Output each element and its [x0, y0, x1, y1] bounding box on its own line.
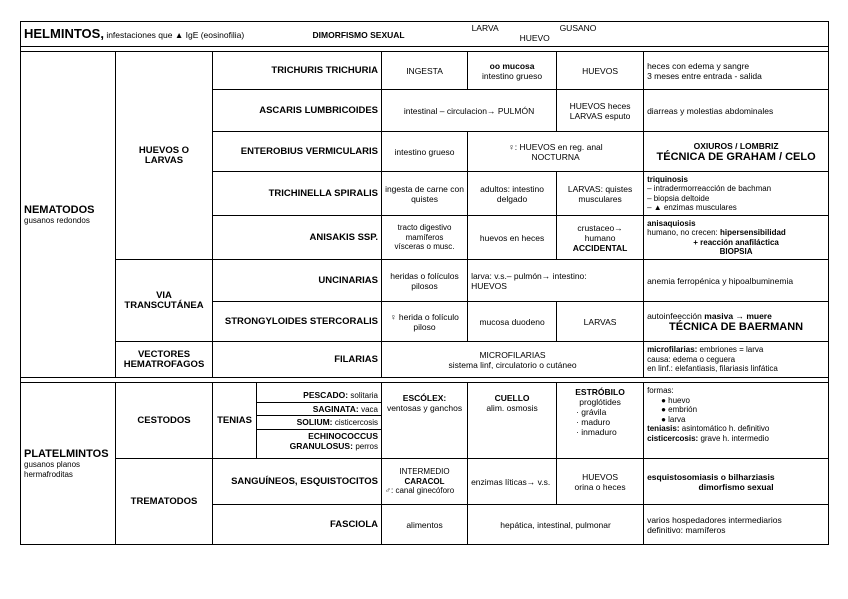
- filarias-c4a: microfilarias:: [647, 345, 698, 355]
- group-cestodos: CESTODOS: [116, 383, 213, 459]
- tenias-c4f: asintomático h. definitivo: [681, 424, 770, 433]
- trichinella-c3: LARVAS: quistes musculares: [557, 172, 644, 216]
- name-anisakis: ANISAKIS SSP.: [213, 216, 382, 260]
- anisakis-c2: huevos en heces: [468, 216, 557, 260]
- title: HELMINTOS,: [24, 25, 104, 41]
- trichinella-c1: ingesta de carne con quistes: [382, 172, 468, 216]
- sanguineos-c1a: INTERMEDIO: [399, 467, 450, 477]
- trichuris-c4a: heces con edema y sangre: [647, 60, 750, 71]
- strongyloides-c4a: autoinfeección: [647, 310, 702, 321]
- echino-label: ECHINOCOCCUS: [308, 430, 378, 441]
- helmintos-table: [20, 21, 829, 545]
- trichinella-c4d: – ▲ enzimas musculares: [647, 203, 737, 212]
- row-trichuris: [21, 52, 829, 90]
- group-huevos-larvas: HUEVOS O LARVAS: [116, 52, 213, 260]
- anisakis-c1c: vísceras o musc.: [394, 242, 455, 252]
- fasciola-c1: alimentos: [382, 505, 468, 545]
- group-vectores: VECTORES HEMATROFAGOS: [116, 342, 213, 378]
- uncinarias-c23a: larva: v.s.– pulmón→ intestino:: [471, 270, 587, 281]
- trichinella-c4a: triquinosis: [647, 174, 688, 184]
- huevo-label: HUEVO: [519, 33, 550, 43]
- filarias-c4d: en linf.: elefantiasis, filariasis linfática: [647, 364, 778, 374]
- tenia-solium: [257, 416, 381, 430]
- strongyloides-c4b: masiva → muere: [704, 310, 772, 321]
- tenias-c4h: grave h. intermedio: [700, 433, 769, 443]
- trichinella-c4b: – intradermorreacción de bachman: [647, 184, 772, 193]
- platelmintos-sub2: hermafroditas: [24, 469, 73, 479]
- saginata-sub: vaca: [361, 404, 378, 414]
- uncinarias-c1: heridas o folículos pilosos: [382, 260, 468, 302]
- granulosus-label: GRANULOSUS:: [289, 440, 353, 451]
- tenias-c3d: · maduro: [576, 417, 611, 427]
- name-fasciola: FASCIOLA: [213, 505, 382, 545]
- group-nematodos: [21, 52, 116, 378]
- tenias-c4d: larva: [668, 414, 686, 424]
- larva-label: LARVA: [471, 23, 499, 33]
- sanguineos-c4a: esquistosomiasis o bilharziasis: [647, 471, 775, 482]
- group-tenias: TENIAS: [213, 383, 257, 459]
- row-tenias: PLATELMINTOS gusanos planos hermafroditas CESTODOS TENIAS PESCADO: solitaria SAGINATA: vaca SOLIUM: cisticercosis ECHINOCOCCUS GRANULOSUS: perros ESCÓLEX: ventosas y ganchos CUELLO alim. osmosis ESTRÓBILO proglótides · grávila · maduro · inmaduro formas: ● huevo ● embrión ● larva teniasis: asintomático h. definitivo cisticercosis: grave h. intermedio: [21, 383, 829, 459]
- uncinarias-c4: anemia ferropénica y hipoalbuminemia: [644, 260, 829, 302]
- tenias-c2a: CUELLO: [494, 393, 530, 403]
- trichinella-c2: adultos: intestino delgado: [468, 172, 557, 216]
- tenias-c3b: proglótides: [579, 397, 621, 407]
- name-filarias: FILARIAS: [213, 342, 382, 378]
- ascaris-c12: intestinal – circulacion→ PULMÓN: [382, 90, 557, 132]
- tenias-c2b: alim. osmosis: [486, 403, 538, 413]
- enterobius-c23a: ♀: HUEVOS en reg. anal: [508, 141, 603, 152]
- ascaris-c4: diarreas y molestias abdominales: [644, 90, 829, 132]
- uncinarias-c23b: HUEVOS: [471, 280, 507, 291]
- anisakis-c4c: hipersensibilidad: [720, 228, 786, 237]
- trichuris-c2b: intestino grueso: [482, 70, 543, 81]
- tenias-c4g: cisticercosis:: [647, 433, 699, 443]
- filarias-c4c: causa: edema o ceguera: [647, 354, 736, 364]
- anisakis-c3c: ACCIDENTAL: [572, 242, 628, 253]
- name-trichuris: TRICHURIS TRICHURIA: [213, 52, 382, 90]
- trichuris-c1: INGESTA: [382, 52, 468, 90]
- tenias-c4c: embrión: [668, 405, 698, 414]
- filarias-c4b: embriones = larva: [699, 345, 764, 355]
- group-trematodos: TREMATODOS: [116, 459, 213, 545]
- sanguineos-c1c: ♂: canal ginecóforo: [385, 486, 455, 496]
- row-uncinarias: [21, 260, 829, 302]
- sanguineos-c3a: HUEVOS: [582, 471, 619, 482]
- sanguineos-c2: enzimas líticas→ v.s.: [468, 459, 557, 505]
- platelmintos-label: PLATELMINTOS: [24, 448, 109, 460]
- anisakis-c1b: mamíferos: [405, 232, 444, 242]
- trichuris-c4b: 3 meses entre entrada - salida: [647, 70, 762, 81]
- granulosus-sub: perros: [355, 441, 378, 451]
- name-trichinella: TRICHINELLA SPIRALIS: [213, 172, 382, 216]
- solium-label: SOLIUM:: [296, 417, 333, 427]
- name-strongyloides: STRONGYLOIDES STERCORALIS: [213, 302, 382, 342]
- strongyloides-c4c: TÉCNICA DE BAERMANN: [669, 320, 804, 333]
- gusano-label: GUSANO: [559, 23, 597, 33]
- pescado-sub: solitaria: [350, 391, 378, 400]
- tenia-pescado: [257, 389, 381, 403]
- enterobius-c23b: NOCTURNA: [531, 151, 580, 162]
- saginata-label: SAGINATA:: [312, 403, 359, 414]
- anisakis-c4a: anisaquiosis: [647, 218, 696, 228]
- tenias-c3a: ESTRÓBILO: [575, 387, 625, 397]
- name-sanguineos: SANGUÍNEOS, ESQUISTOCITOS: [213, 459, 382, 505]
- name-uncinarias: UNCINARIAS: [213, 260, 382, 302]
- anisakis-c3a: crustaceo→: [577, 222, 623, 233]
- anisakis-c4b: humano, no crecen:: [647, 228, 718, 237]
- fasciola-c4b: definitivo: mamíferos: [647, 524, 726, 535]
- filarias-c123a: MICROFILARIAS: [479, 349, 546, 360]
- sanguineos-c1b: CARACOL: [404, 476, 445, 486]
- tenias-c3e: · inmaduro: [576, 427, 617, 437]
- strongyloides-c2: mucosa duodeno: [468, 302, 557, 342]
- row-sanguineos: [21, 459, 829, 505]
- group-via-trans: VIA TRANSCUTÁNEA: [116, 260, 213, 342]
- strongyloides-c3: LARVAS: [557, 302, 644, 342]
- ascaris-c3a: HUEVOS heces: [569, 100, 631, 111]
- nematodos-sub: gusanos redondos: [24, 215, 90, 225]
- filarias-c123b: sistema linf, circulatorio o cutáneo: [448, 359, 577, 370]
- ascaris-c3b: LARVAS esputo: [569, 110, 631, 121]
- tenias-c4e: teniasis:: [647, 424, 680, 433]
- strongyloides-c1: ♀ herida o folículo piloso: [382, 302, 468, 342]
- trichinella-c4c: – biopsia deltoide: [647, 193, 710, 203]
- enterobius-c1: intestino grueso: [382, 132, 468, 172]
- tenias-c1a: ESCÓLEX:: [402, 393, 447, 403]
- solium-sub: cisticercosis: [334, 418, 378, 427]
- pescado-label: PESCADO:: [303, 390, 349, 400]
- trichuris-c2a: oo mucosa: [489, 60, 535, 71]
- fasciola-c4a: varios hospedadores intermediarios: [647, 514, 782, 525]
- subtitle: infestaciones que ▲ IgE (eosinofilia): [106, 29, 245, 40]
- tenias-c4b: huevo: [668, 395, 690, 405]
- tenia-saginata: [257, 403, 381, 417]
- sanguineos-c3b: orina o heces: [574, 481, 626, 492]
- anisakis-c1a: tracto digestivo: [397, 223, 452, 233]
- tenias-c3c: · grávila: [576, 407, 607, 417]
- tenia-echinococcus: [257, 430, 381, 453]
- enterobius-c4a: OXIUROS / LOMBRIZ: [693, 140, 779, 151]
- nematodos-label: NEMATODOS: [24, 203, 95, 216]
- trichuris-c3: HUEVOS: [557, 52, 644, 90]
- platelmintos-sub1: gusanos planos: [24, 460, 81, 469]
- name-ascaris: ASCARIS LUMBRICOIDES: [213, 90, 382, 132]
- group-platelmintos: [21, 383, 116, 545]
- anisakis-c4d: + reacción anafiláctica: [693, 237, 779, 247]
- anisakis-c4e: BIOPSIA: [719, 247, 753, 256]
- name-enterobius: ENTEROBIUS VERMICULARIS: [213, 132, 382, 172]
- tenias-c1b: ventosas y ganchos: [386, 403, 463, 413]
- row-filarias: [21, 342, 829, 378]
- sanguineos-c4b: dimorfismo sexual: [698, 481, 774, 492]
- fasciola-c23: hepática, intestinal, pulmonar: [468, 505, 644, 545]
- dimorfismo-label: DIMORFISMO SEXUAL: [312, 29, 405, 40]
- enterobius-c4b: TÉCNICA DE GRAHAM / CELO: [656, 150, 816, 163]
- anisakis-c3b: humano: [584, 232, 616, 243]
- tenias-c4a: formas:: [647, 386, 674, 395]
- header-row: [21, 22, 829, 47]
